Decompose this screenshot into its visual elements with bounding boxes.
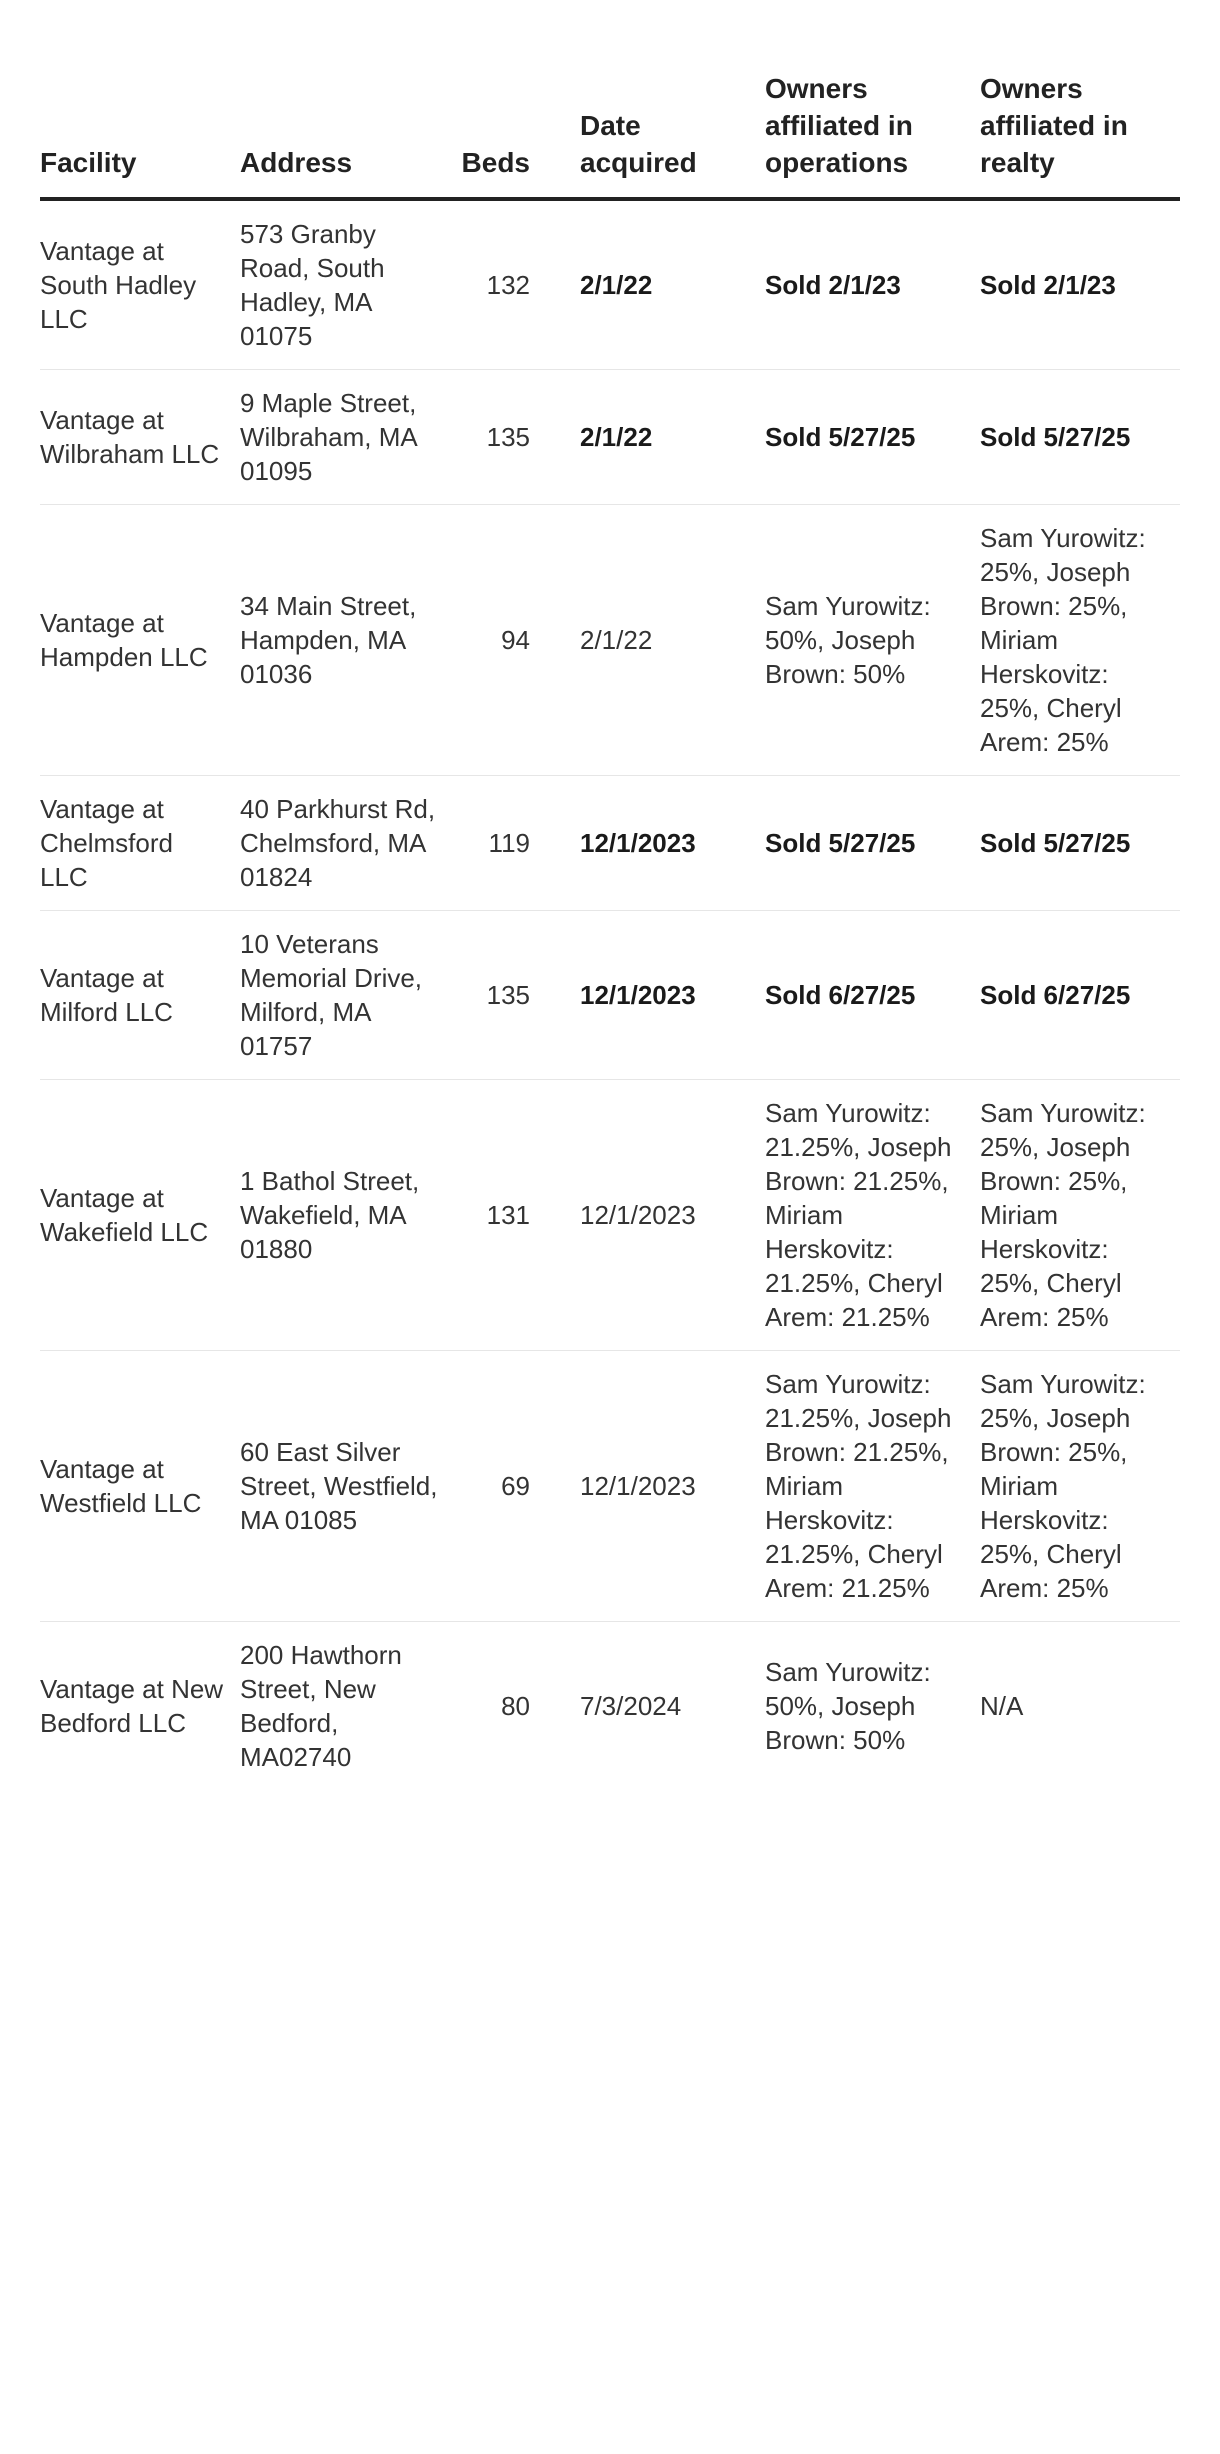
cell-beds: 119 <box>460 776 560 911</box>
cell-owners-realty: N/A <box>980 1691 1024 1721</box>
cell-owners-realty: Sam Yurowitz: 25%, Joseph Brown: 25%, Miriam Herskovitz: 25%, Cheryl Arem: 25% <box>980 1351 1180 1622</box>
cell-date-acquired: 2/1/22 <box>560 199 765 370</box>
cell-date-acquired: 12/1/2023 <box>560 1080 765 1351</box>
cell-owners-realty: Sold 5/27/25 <box>980 370 1180 505</box>
cell-date-acquired: 7/3/2024 <box>580 1691 682 1721</box>
header-date-acquired: Date acquired <box>560 70 765 199</box>
cell-facility: Vantage at Wakefield LLC <box>40 1080 240 1351</box>
cell-address: 1 Bathol Street, Wakefield, MA 01880 <box>240 1080 460 1351</box>
facilities-table <box>40 70 1180 1790</box>
facilities-table-container <box>40 70 1180 1790</box>
cell-owners-realty: Sold 5/27/25 <box>980 776 1180 911</box>
cell-owners-realty: Sam Yurowitz: 25%, Joseph Brown: 25%, Miriam Herskovitz: 25%, Cheryl Arem: 25% <box>980 505 1180 776</box>
cell-beds: 131 <box>460 1080 560 1351</box>
cell-owners-operations: Sold 2/1/23 <box>765 199 980 370</box>
header-owners-operations: Owners affiliated in operations <box>765 70 980 199</box>
cell-beds: 94 <box>460 505 560 776</box>
cell-date-acquired: 2/1/22 <box>560 505 765 776</box>
cell-address: 200 Hawthorn Street, New Bedford, MA02740 <box>240 1640 402 1772</box>
cell-owners-operations: Sold 5/27/25 <box>765 370 980 505</box>
table-row <box>40 1080 1180 1351</box>
table-row <box>40 199 1180 370</box>
cell-facility: Vantage at Wilbraham LLC <box>40 370 240 505</box>
cell-owners-operations: Sold 5/27/25 <box>765 776 980 911</box>
cell-facility: Vantage at New Bedford LLC <box>40 1674 224 1738</box>
header-facility: Facility <box>40 70 240 199</box>
cell-facility: Vantage at South Hadley LLC <box>40 199 240 370</box>
cell-address: 10 Veterans Memorial Drive, Milford, MA 01757 <box>240 911 460 1080</box>
cell-owners-realty: Sold 2/1/23 <box>980 199 1180 370</box>
header-owners-realty: Owners affiliated in realty <box>980 70 1180 199</box>
cell-beds: 69 <box>460 1351 560 1622</box>
cell-facility: Vantage at Hampden LLC <box>40 505 240 776</box>
cell-beds: 135 <box>460 370 560 505</box>
table-row <box>40 1351 1180 1622</box>
cell-facility: Vantage at Westfield LLC <box>40 1351 240 1622</box>
cell-owners-operations: Sam Yurowitz: 21.25%, Joseph Brown: 21.25%, Miriam Herskovitz: 21.25%, Cheryl Arem: 21.25% <box>765 1351 980 1622</box>
cell-owners-operations: Sam Yurowitz: 21.25%, Joseph Brown: 21.25%, Miriam Herskovitz: 21.25%, Cheryl Arem: 21.25% <box>765 1080 980 1351</box>
cell-owners-operations: Sam Yurowitz: 50%, Joseph Brown: 50% <box>765 1657 931 1755</box>
table-row <box>40 370 1180 505</box>
cell-owners-realty: Sold 6/27/25 <box>980 911 1180 1080</box>
table-row <box>40 911 1180 1080</box>
cell-address: 40 Parkhurst Rd, Chelmsford, MA 01824 <box>240 776 460 911</box>
cell-owners-operations: Sold 6/27/25 <box>765 911 980 1080</box>
cell-address: 60 East Silver Street, Westfield, MA 01085 <box>240 1351 460 1622</box>
cell-date-acquired: 12/1/2023 <box>560 1351 765 1622</box>
cell-address: 34 Main Street, Hampden, MA 01036 <box>240 505 460 776</box>
cell-address: 9 Maple Street, Wilbraham, MA 01095 <box>240 370 460 505</box>
table-row <box>40 505 1180 776</box>
cell-date-acquired: 2/1/22 <box>560 370 765 505</box>
cell-owners-realty: Sam Yurowitz: 25%, Joseph Brown: 25%, Miriam Herskovitz: 25%, Cheryl Arem: 25% <box>980 1080 1180 1351</box>
table-row <box>40 1622 1180 1791</box>
table-header-row <box>40 70 1180 199</box>
table-body <box>40 199 1180 1790</box>
header-beds: Beds <box>460 70 560 199</box>
table-row <box>40 776 1180 911</box>
cell-owners-operations: Sam Yurowitz: 50%, Joseph Brown: 50% <box>765 505 980 776</box>
cell-date-acquired: 12/1/2023 <box>560 911 765 1080</box>
cell-beds: 135 <box>460 911 560 1080</box>
cell-facility: Vantage at Chelmsford LLC <box>40 776 240 911</box>
cell-facility: Vantage at Milford LLC <box>40 911 240 1080</box>
cell-address: 573 Granby Road, South Hadley, MA 01075 <box>240 199 460 370</box>
cell-beds: 80 <box>501 1691 530 1721</box>
cell-beds: 132 <box>460 199 560 370</box>
cell-date-acquired: 12/1/2023 <box>560 776 765 911</box>
header-address: Address <box>240 70 460 199</box>
